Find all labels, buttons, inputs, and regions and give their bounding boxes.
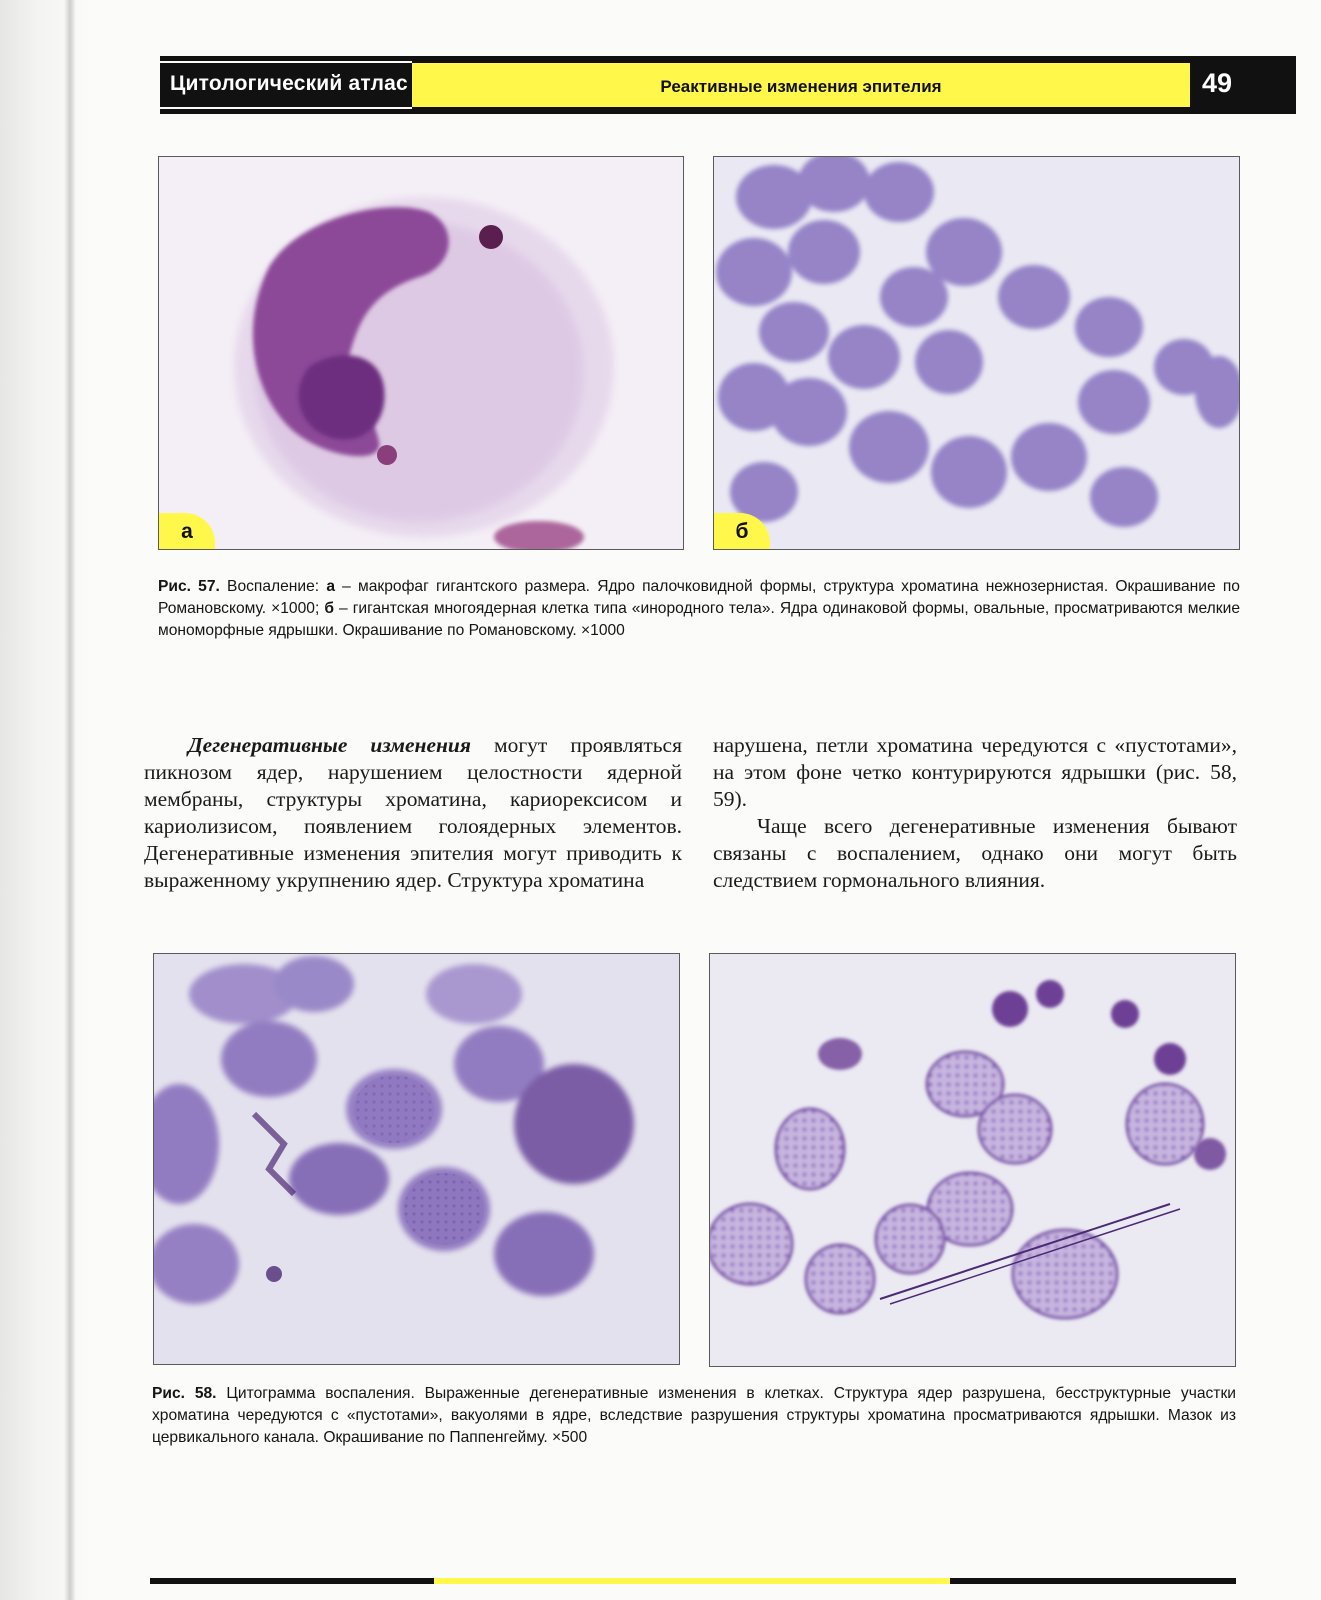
body-paragraph-2: Чаще всего дегенеративные изменения бывают связаны с воспалением, однако они могут быть следствием гормонального влияния.: [713, 814, 1237, 892]
figure-58-caption-text: Цитограмма воспаления. Выраженные дегенеративные изменения в клетках. Структура ядер разрушена, бесструктурные участки хроматина чередуются с «пустотами», вакуолями в ядре, вследствие разрушения структуры хроматина просматриваются ядрышки. Мазок из цервикального канала. Окрашивание по Паппенгейму. ×500: [152, 1385, 1236, 1446]
term-degenerative-changes: Дегенеративные изменения: [188, 733, 471, 757]
body-text-right-column: [713, 732, 1237, 894]
page-spine-shadow: [0, 0, 90, 1600]
figure-57a-micrograph: [158, 156, 684, 550]
figure-57-caption-lead: Рис. 57.: [158, 578, 220, 595]
header-book-title: Цитологический атлас: [170, 72, 408, 95]
page-spine-line: [64, 0, 76, 1600]
figure-58-caption-lead: Рис. 58.: [152, 1385, 217, 1402]
running-header: [160, 56, 1296, 114]
figure-57-caption-part3: – гигантская многоядерная клетка типа «инородного тела». Ядра одинаковой формы, овальные, просматриваются мелкие мономорфные ядрышки. Окрашивание по Романовскому. ×1000: [158, 600, 1240, 639]
footer-rule-black-right: [950, 1578, 1236, 1584]
footer-rule-black-left: [150, 1578, 434, 1584]
body-text-left-column: [144, 732, 682, 894]
panel-label-b: б: [714, 513, 770, 549]
figure-58-caption: [152, 1383, 1236, 1449]
footer-rule: [150, 1578, 1236, 1584]
macrophage-image: [159, 157, 684, 550]
cytogram-left-image: [154, 954, 680, 1365]
header-section-title: Реактивные изменения эпителия: [660, 77, 942, 96]
page-number: 49: [1202, 68, 1233, 98]
figure-57-caption-a: а: [326, 578, 335, 595]
body-paragraph-1-text: могут проявляться пикнозом ядер, нарушением целостности ядерной мембраны, структуры хроматина, кариорексисом и кариолизисом, появлением голоядерных элементов. Дегенеративные изменения эпителия могут приводить к выраженному укрупнению ядер. Структура хроматина: [144, 733, 682, 892]
figure-57-caption: [158, 576, 1240, 642]
figure-57-caption-b: б: [324, 600, 334, 617]
body-paragraph-1-continued: нарушена, петли хроматина чередуются с «пустотами», на этом фоне четко контурируются ядрышки (рис. 58, 59).: [713, 733, 1237, 811]
figure-58-left-micrograph: [153, 953, 680, 1365]
header-page-number-block: [1190, 56, 1296, 114]
panel-label-a: а: [159, 513, 215, 549]
header-book-title-block: [160, 56, 412, 114]
body-paragraph-1: [144, 732, 682, 894]
header-section-block: [412, 56, 1190, 114]
figure-58-right-micrograph: [709, 953, 1236, 1367]
figure-57-caption-part1: Воспаление:: [219, 578, 327, 595]
figure-57b-micrograph: [713, 156, 1240, 550]
figure-57-caption-part2: – макрофаг гигантского размера. Ядро палочковидной формы, структура хроматина нежнозернистая. Окрашивание по Романовскому. ×1000;: [158, 578, 1240, 617]
multinucleated-cell-image: [714, 157, 1240, 550]
cytogram-right-image: [710, 954, 1236, 1367]
footer-rule-yellow: [434, 1578, 950, 1584]
